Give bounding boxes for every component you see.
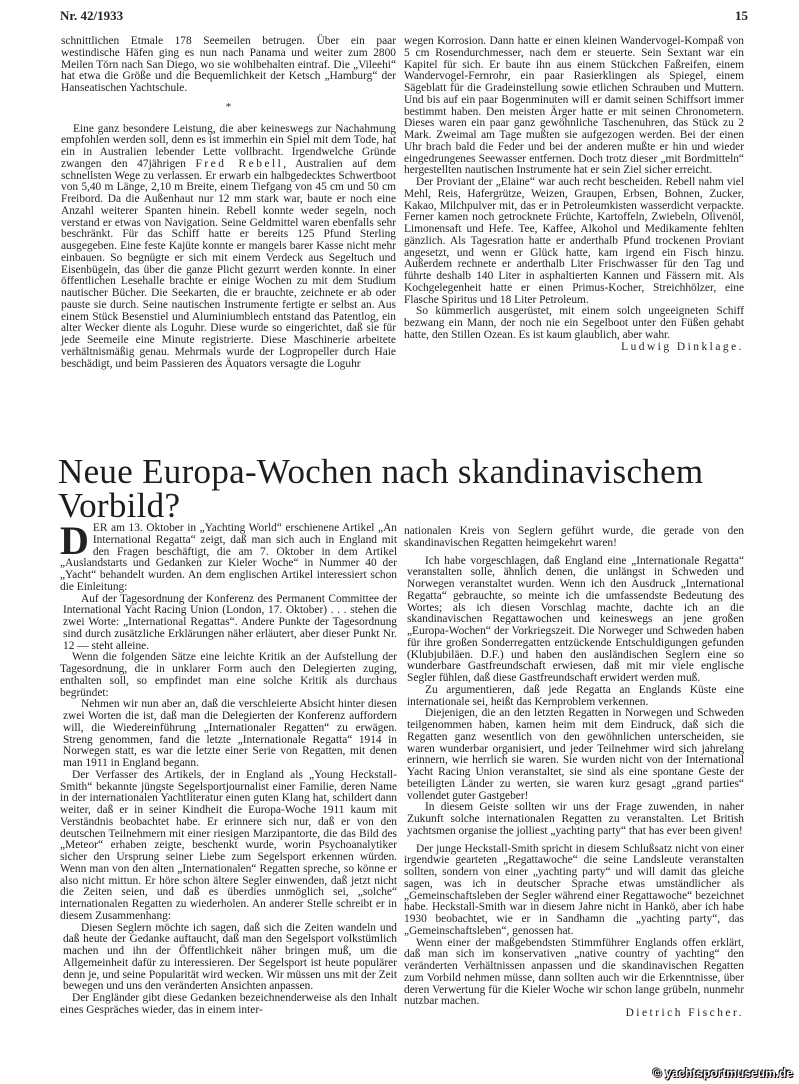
paragraph bbox=[60, 518, 397, 594]
paragraph bbox=[61, 124, 396, 371]
issue-number: Nr. 42/1933 bbox=[60, 8, 124, 23]
top-left-column bbox=[61, 36, 396, 370]
paragraph: Der Proviant der „Elaine“ war auch recht bescheiden. Rebell nahm viel Mehl, Reis, Hafergrütze, Weizen, Graupen, Erbsen, Bohnen, Zucker, Kakao, Milchpulver mit, das er in Petroleumkisten wasserdicht verpackte. Ferner kamen noch getrocknete Früchte, Kartoffeln, Zwiebeln, Olivenöl, Limonensaft und Hefe. Tee, Kaffee, Alkohol und Medikamente fehlten gänzlich. Als Tagesration hatte er anderthalb Pfund trockenen Proviant angesetzt, und wenn er Glück hatte, kam irgend ein Fisch hinzu. Außerdem rechnete er anderthalb Liter Frischwasser für den Tag und führte deshalb 140 Liter in asphaltierten Kannen und Fässern mit. Als Kochgelegenheit hatte er einen Primus-Kocher, Streichhölzer, eine Flasche Spiritus und 18 Liter Petroleum. bbox=[404, 176, 744, 306]
text: Eine ganz besondere Leistung, die aber keineswegs zur Nachahmung empfohlen werden soll, denn es ist immerhin ein Spiel mit dem Tode, hat ein in Australien lebender Lette vollbracht. Irgendwelche Gründe zwangen den 47jährigen bbox=[61, 122, 396, 170]
quote-block bbox=[60, 923, 397, 994]
paragraph: Wenn einer der maßgebendsten Stimmführer Englands offen erklärt, daß man sich im konservativen „native country of yachting“ den veränderten Verhältnissen anpassen und die skandinavischen Regatten zum Vorbild nehmen müsse, dann sollten auch wir die Erkenntnisse, über deren Verwertung für die Kieler Woche wir schon lange grübeln, nunmehr nutzbar machen. bbox=[404, 936, 744, 1008]
section-separator: * bbox=[225, 100, 232, 113]
paragraph: Der Engländer gibt diese Gedanken bezeichnenderweise als den Inhalt eines Gespräches wieder, das in einem inter- bbox=[60, 992, 397, 1016]
paragraph: Wenn die folgenden Sätze eine leichte Kritik an der Aufstellung der Tagesordnung, die in unklarer Form auch den Delegierten zuging, enthalten soll, so empfindet man eine solche Kritik als durchaus begründet: bbox=[60, 651, 397, 699]
quote: Auf der Tagesordnung der Konferenz des Permanent Committee der International Yacht Racing Union (London, 17. Oktober) . . . stehen die zwei Worte: „International Regattas“. Andere Punkte der Tagesordnung sind durch zusätzliche Erklärungen näher erläutert, aber dieser Punkt Nr. 12 — steht alleine. bbox=[63, 592, 397, 652]
watermark: © yachtsportmuseum.de bbox=[652, 1066, 793, 1080]
paragraph: Der junge Heckstall-Smith spricht in diesem Schlußsatz nicht von einer irgendwie gearteten „Regattawoche“ die seine Landsleute veranstalten sollten, sondern von einer „yachting party“ und will damit das gleiche sagen, was ich in deutscher Sprache etwas umständlicher als „Gemeinschaftsleben der Segler während einer Regattawoche“ bezeichnet habe. Heckstall-Smith war in diesem Jahre nicht in Hankö, aber ich habe 1930 beobachtet, wie er in Sandhamn die „yachting party“, das „Gemeinschaftsleben“, genossen hat. bbox=[404, 842, 744, 937]
person-name: Fred Rebell bbox=[195, 157, 284, 170]
paragraph: Der Verfasser des Artikels, der in England als „Young Heckstall-Smith“ bekannte jüngste Segelsportjournalist einer Familie, deren Name in der internationalen Yachtliteratur einen guten Klang hat, schildert dann weiter, daß er in seiner Kindheit die Europa-Woche 1911 kaum mit Verständnis beobachtet habe. Er erinnere sich nur, daß er von den deutschen Teilnehmern mit einer riesigen Marzipantorte, die das Bild des „Meteor“ erhaben zeigte, beschenkt wurde, worin Psychoanalytiker sicher den Ursprung seiner Liebe zum Segelsport erkennen würden. Wenn man von den alten „Internationalen“ Regatten spreche, so könne er also nicht mittun. Er höre schon ältere Segler einwenden, daß jetzt nicht die Zeiten seien, und daß es überdies unmöglich sei, „solche“ internationalen Regatten zu wiederholen. An anderer Stelle schreibt er in diesem Zusammenhang: bbox=[60, 768, 397, 922]
quote: Zu argumentieren, daß jede Regatta an Englands Küste eine internationale sei, heißt das Kernproblem verkennen. bbox=[407, 683, 744, 708]
page-number: 15 bbox=[735, 8, 748, 23]
quote: Diejenigen, die an den letzten Regatten in Norwegen und Schweden teilgenommen haben, kamen heim mit dem Eindruck, daß sich die Regatten ganz wesentlich von den gewöhnlichen unterscheiden, sie waren wunderbar organisiert, und jeder Teilnehmer wird sich jahrelang erinnern, wie herrlich sie waren. Sie wurden nicht von der International Yacht Racing Union veranstaltet, sie sind als eine spontane Geste der beteiligten Länder zu werten, sie waren kurz gesagt „grand parties“ vollendet guter Gastgeber! bbox=[407, 707, 744, 802]
article-right-column bbox=[404, 526, 744, 1020]
paragraph: nationalen Kreis von Seglern geführt wurde, die gerade von den skandinavischen Regatten heimgekehrt waren! bbox=[404, 525, 744, 549]
top-right-column bbox=[404, 36, 744, 353]
article-headline: Neue Europa-Wochen nach skandinavischem Vorbild? bbox=[58, 452, 704, 525]
paragraph: wegen Korrosion. Dann hatte er einen kleinen Wandervogel-Kompaß von 5 cm Rosendurchmesser, nach dem er steuerte. Sein Sextant war ein Kapitel für sich. Er baute ihn aus einem Stückchen Faßreifen, einem Wandervogel-Fernrohr, ein paar Rasierklingen als Spiegel, einem Sägeblatt für die Gradeinstellung sowie etlichen Schrauben und Muttern. Und bis auf ein paar Bogenminuten will er damit seinen Schiffsort immer bestimmt haben. Den meisten Ärger hatte er mit seinen Chronometern. Dieses waren ein paar ganz gewöhnliche Taschenuhren, das Stück zu 2 Mark. Zweimal am Tage mußten sie aufgezogen werden. Bei der einen Uhr brach bald die Feder und bei der anderen mußte er hin und wieder eingedrungenes Seewasser entfernen. Doch trotz dieser „mit Bordmitteln“ hergestellten nautischen Instrumente hat er sein Ziel sicher erreicht. bbox=[404, 35, 744, 177]
quote: In diesem Geiste sollten wir uns der Frage zuwenden, in naher Zukunft solche internationalen Regatten zu veranstalten. Let British yachtsmen organise the jolliest „yachting party“ that has ever been given! bbox=[407, 801, 744, 837]
quote: Nehmen wir nun aber an, daß die verschleierte Absicht hinter diesen zwei Worten die ist, daß man die Delegierten der Konferenz auffordern will, die Wiedereinführung „Internationaler Regatten“ zu erwägen. Streng genommen, fand die letzte „Internationale Regatta“ 1914 in Norwegen statt, es war die letzte einer Serie von Regatten, mit denen man 1911 in England begann. bbox=[63, 698, 397, 769]
author-signature: Ludwig Dinklage. bbox=[621, 340, 744, 353]
paragraph: So kümmerlich ausgerüstet, mit einem solch ungeeigneten Schiff bezwang ein Mann, der noch nie ein Segelboot unter den Füßen gehabt hatte, den Stillen Ozean. Es ist kaum glaublich, aber wahr. bbox=[404, 305, 744, 341]
quote: Ich habe vorgeschlagen, daß England eine „Internationale Regatta“ veranstalten solle, ähnlich denen, die unlängst in Schweden und Norwegen veranstaltet wurden. Wenn ich den Ausdruck „International Regatta“ gebrauchte, so meinte ich die umfassendste Bedeutung des Wortes; als ich diesen Vorschlag machte, dachte ich an die skandinavischen Regattawochen und keineswegs an jene großen „Europa-Wochen“ der Vorkriegszeit. Die Norweger und Schweden haben für ihre großen Sonderregatten entzückende Entschuldigungen gefunden (Klubjubiläen. D.F.) und haben den ausländischen Seglern eine so wunderbare Gastfreundschaft erwiesen, daß mit mir viele englische Segler fühlen, daß diese Gastfreundschaft erwidert werden muß. bbox=[407, 554, 744, 684]
author-signature: Dietrich Fischer. bbox=[625, 1007, 744, 1019]
text: ER am 13. Oktober in „Yachting World“ erschienene Artikel „An International Regatta“ zeigt, daß man sich auch in England mit den Fragen beschäftigt, die am 7. Oktober in dem Artikel „Auslandstarts und Gedanken zur Kieler Woche“ in Nummer 40 der „Yacht“ behandelt wurden. An dem englischen Artikel interessiert schon die Einleitung: bbox=[60, 522, 397, 593]
article-left-column bbox=[60, 518, 397, 1017]
quote-block bbox=[60, 699, 397, 770]
text: , Australien auf dem schnellsten Wege zu verlassen. Er erwarb ein halbgedecktes Schwertboot von 5,40 m Länge, 2,10 m Breite, einem Tiefgang von 45 cm und 50 cm Freibord. Da die Außenhaut nur 12 mm stark war, baute er noch eine Anzahl weiterer Spanten hinein. Rebell konnte weder segeln, noch verstand er etwas von Navigation. Seine Geldmittel waren ebenfalls sehr beschränkt. Für das Schiff hatte er bereits 125 Pfund Sterling ausgegeben. Eine feste Kajüte konnte er mangels barer Kasse nicht mehr einbauen. So begnügte er sich mit einem Verdeck aus Segeltuch und Eisenbügeln, das über die ganze Plicht gezurrt werden konnte. In einer öffentlichen Lesehalle brachte er einige Wochen zu mit dem Studium nautischer Bücher. Die Seekarten, die er brauchte, zeichnete er ab oder pauste sie durch. Seine nautischen Instrumente fertigte er selbst an. Aus einem Stück Besenstiel und Aluminiumblech entstand das Patentlog, ein alter Wecker diente als Loguhr. Diese wurde so eingerichtet, daß sie für jede Seemeile eine Minute registrierte. Diese Maschinerie arbeitete verhältnismäßig genau. Mehrmals wurde der Logpropeller durch Haie beschädigt, und beim Passieren des Äquators versagte die Loguhr bbox=[61, 157, 396, 370]
quote-block bbox=[404, 556, 744, 838]
paragraph: schnittlichen Etmale 178 Seemeilen betrugen. Über ein paar westindische Häfen ging es nun nach Panama und weiter zum 2800 Meilen Törn nach San Diego, wo sie wohlbehalten eintraf. Die „Vileehi“ hat etwa die Größe und die Bequemlichkeit der Ketsch „Hamburg“ der Hanseatischen Yachtschule. bbox=[61, 35, 396, 94]
drop-cap: D bbox=[60, 518, 89, 563]
quote-block bbox=[60, 594, 397, 653]
quote: Diesen Seglern möchte ich sagen, daß sich die Zeiten wandeln und daß heute der Gedanke auftaucht, daß man den Segelsport volkstümlich machen und ihn der Öffentlichkeit näher bringen muß, um die Allgemeinheit dafür zu interessieren. Der Segelsport ist heute populärer denn je, und seine Popularität wird wecken. Wir müssen uns mit der Zeit bewegen und uns den veränderten Ansichten anpassen. bbox=[63, 921, 397, 993]
